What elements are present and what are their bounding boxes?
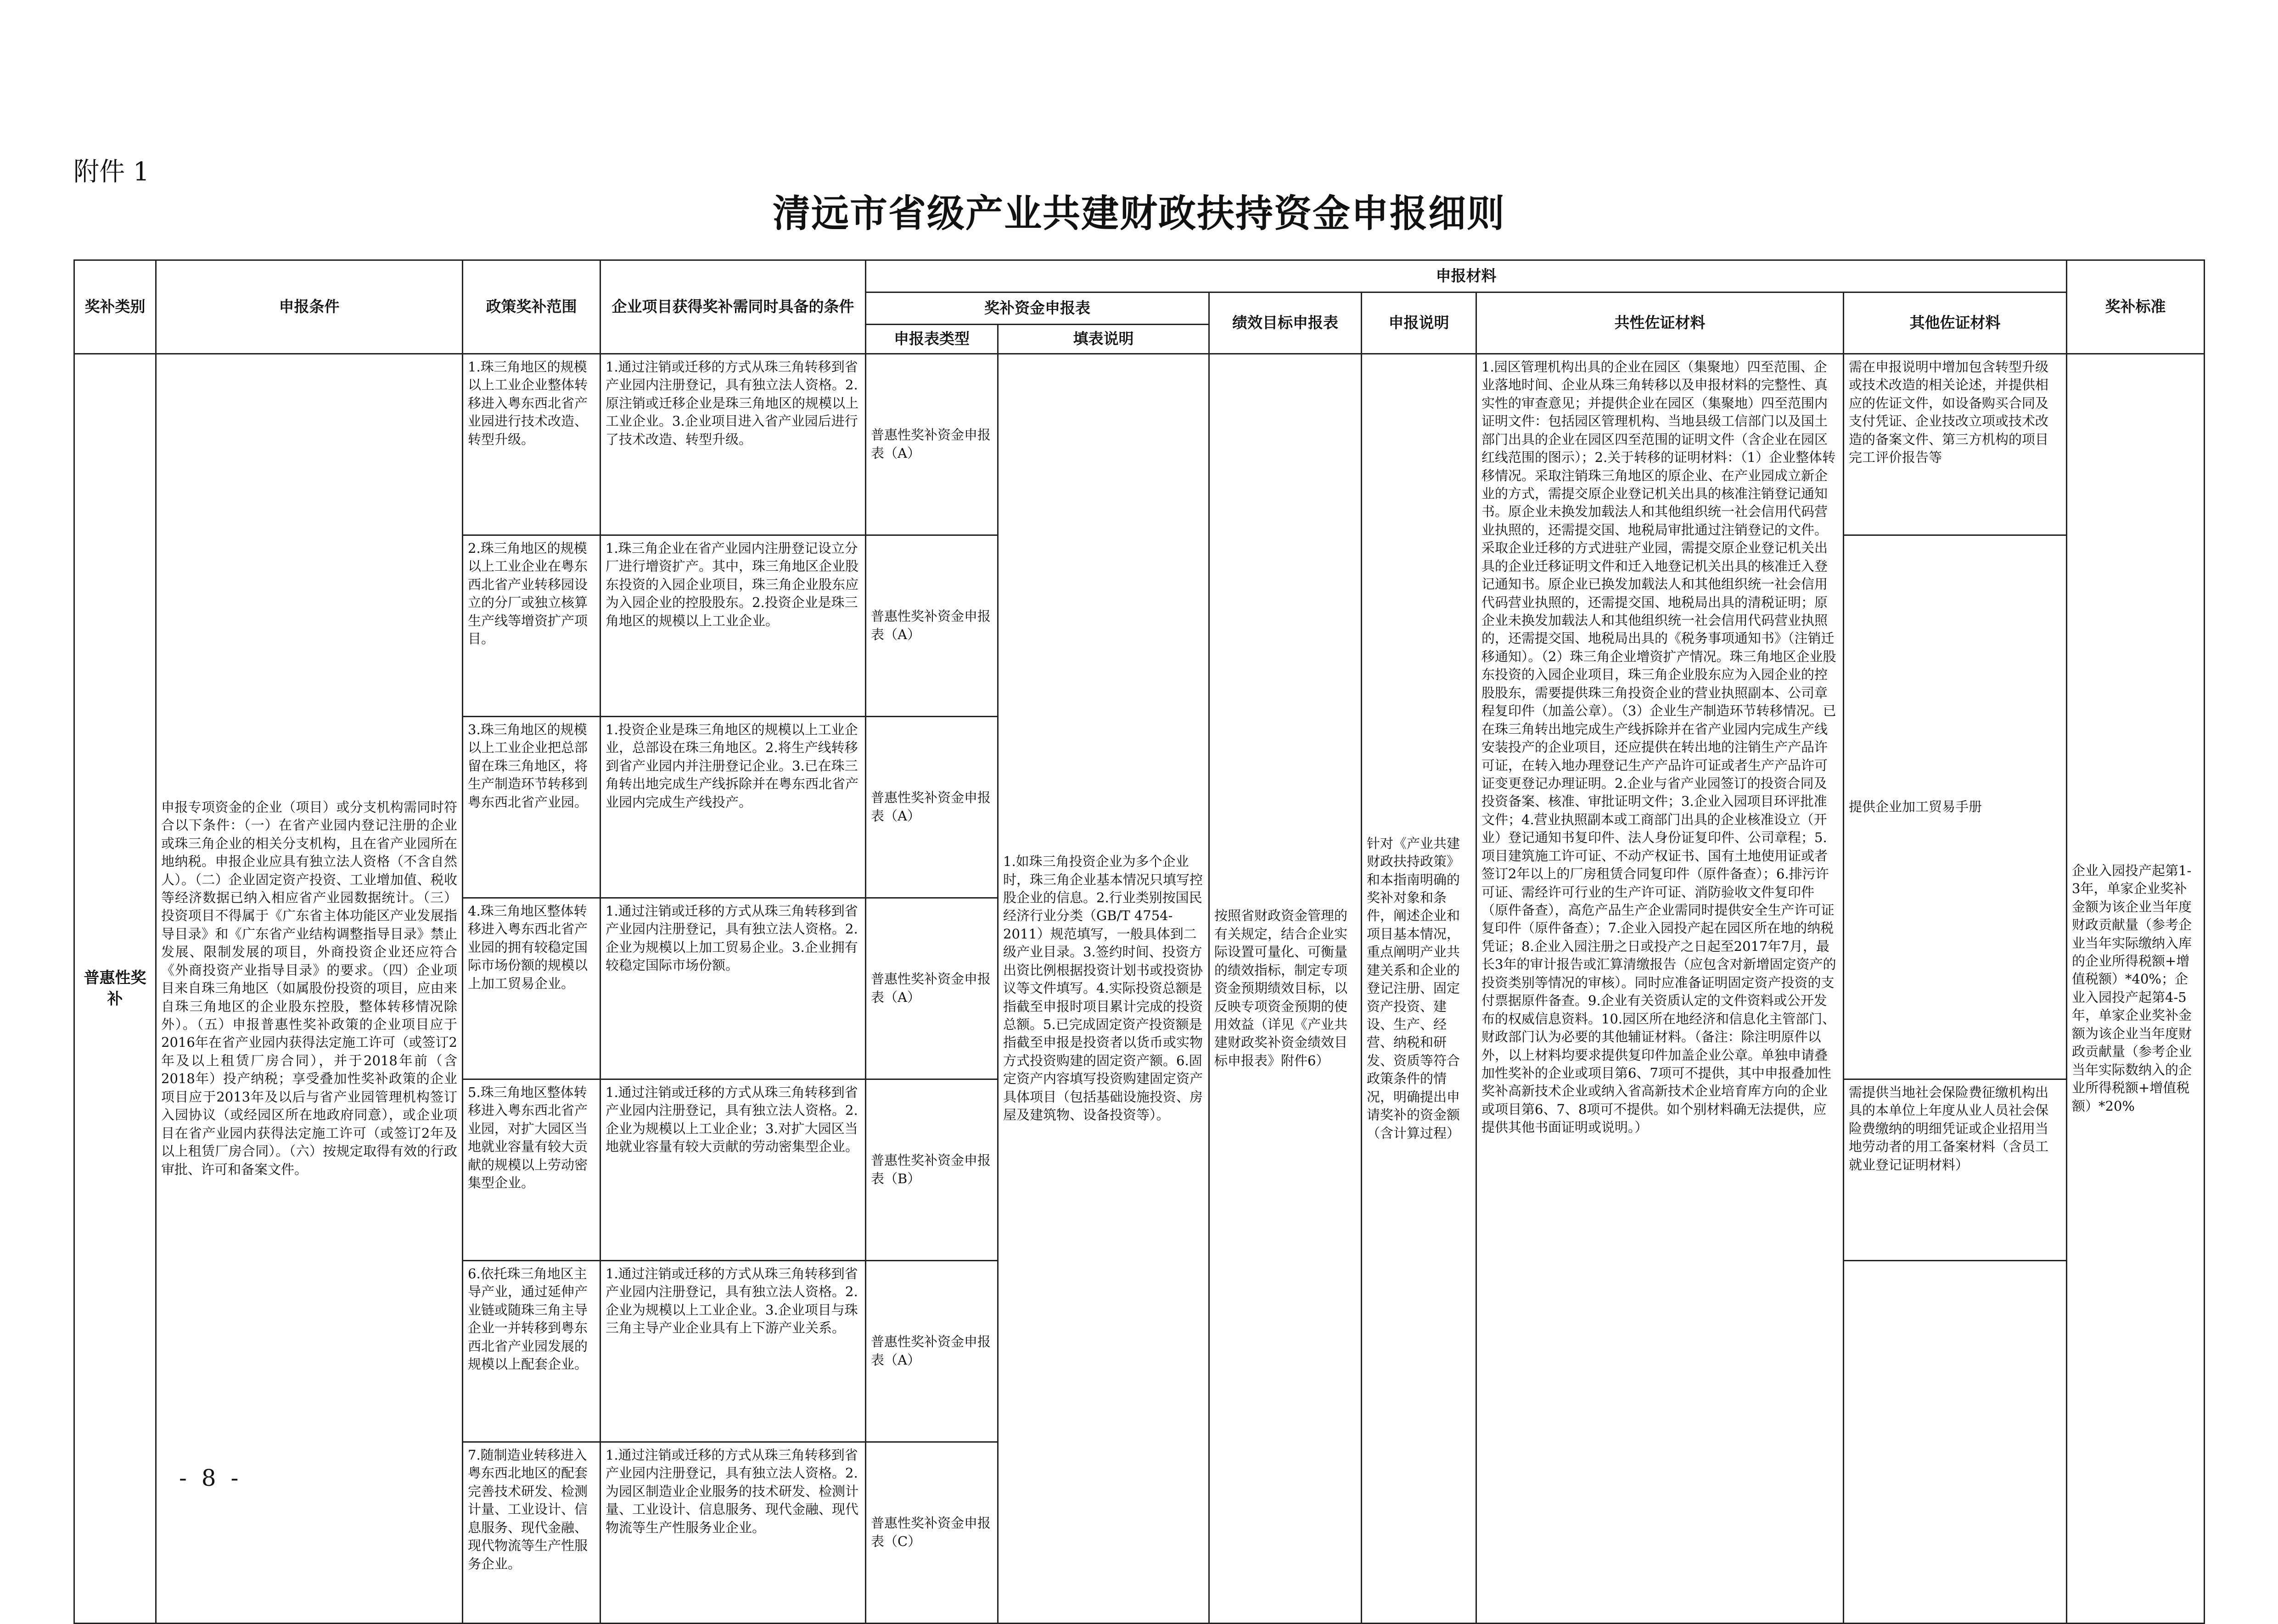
header-scope: 政策奖补范围 [463, 260, 600, 354]
scope-cell: 3.珠三角地区的规模以上工业企业把总部留在珠三角地区，将生产制造环节转移到粤东西北省产业园。 [463, 716, 600, 898]
category-cell: 普惠性奖补 [74, 354, 156, 1623]
header-performance: 绩效目标申报表 [1209, 292, 1362, 354]
requirement-cell: 1.通过注销或迁移的方式从珠三角转移到省产业园内注册登记，具有独立法人资格。2.原注销或迁移企业是珠三角地区的规模以上工业企业。3.企业项目进入省产业园后进行了技术改造、转型升级。 [600, 354, 866, 535]
header-common-docs: 共性佐证材料 [1476, 292, 1844, 354]
other-docs-cell: 需在申报说明中增加包含转型升级或技术改造的相关论述，并提供相应的佐证文件，如设备购买合同及支付凭证、企业技改立项或技术改造的备案文件、第三方机构的项目完工评价报告等 [1844, 354, 2067, 535]
header-fund-form: 奖补资金申报表 [866, 292, 1209, 325]
scope-cell: 7.随制造业转移进入粤东西北地区的配套完善技术研发、检测计量、工业设计、信息服务、现代金融、现代物流等生产性服务企业。 [463, 1442, 600, 1623]
form-notes-cell: 1.如珠三角投资企业为多个企业时，珠三角企业基本情况只填写控股企业的信息。2.行业类别按国民经济行业分类（GB/T 4754-2011）规范填写，一般具体到二级产业目录。3.签约时间、投资方出资比例根据投资计划书或投资协议等文件填写。4.实际投资总额是指截至申报时项目累计完成的投资总额。5.已完成固定资产投资额是指截至申报是投资者以货币或实物方式投资购建的固定资产额。6.固定资产内容填写投资购建固定资产具体项目（包括基础设施投资、房屋及建筑物、设备投资等）。 [998, 354, 1209, 1623]
requirement-cell: 1.珠三角企业在省产业园内注册登记设立分厂进行增资扩产。其中，珠三角地区企业股东投资的入园企业项目，珠三角企业股东应为入园企业的控股股东。2.投资企业是珠三角地区的规模以上工业企业。 [600, 535, 866, 716]
header-form-notes: 填表说明 [998, 325, 1209, 354]
form-type-cell: 普惠性奖补资金申报表（C） [866, 1442, 998, 1623]
form-type-cell: 普惠性奖补资金申报表（A） [866, 716, 998, 898]
requirement-cell: 1.通过注销或迁移的方式从珠三角转移到省产业园内注册登记，具有独立法人资格。2.企业为规模以上工业企业。3.企业项目与珠三角主导产业企业具有上下游产业关系。 [600, 1260, 866, 1442]
form-type-cell: 普惠性奖补资金申报表（B） [866, 1079, 998, 1260]
header-requirements: 企业项目获得奖补需同时具备的条件 [600, 260, 866, 354]
funding-rules-table [73, 259, 2205, 1624]
page-number: - 8 - [179, 1465, 242, 1491]
declaration-cell: 针对《产业共建财政扶持政策》和本指南明确的奖补对象和条件，阐述企业和项目基本情况，重点阐明产业共建关系和企业的登记注册、固定资产投资、建设、生产、经营、纳税和研发、资质等符合政策条件的情况，明确提出申请奖补的资金额（含计算过程） [1362, 354, 1476, 1623]
requirement-cell: 1.通过注销或迁移的方式从珠三角转移到省产业园内注册登记，具有独立法人资格。2.为园区制造业企业服务的技术研发、检测计量、工业设计、信息服务、现代金融、现代物流等生产性服务业企业。 [600, 1442, 866, 1623]
document-title: 清远市省级产业共建财政扶持资金申报细则 [772, 191, 1505, 236]
header-category: 奖补类别 [74, 260, 156, 354]
scope-cell: 2.珠三角地区的规模以上工业企业在粤东西北省产业转移园设立的分厂或独立核算生产线等增资扩产项目。 [463, 535, 600, 716]
attachment-label: 附件 1 [73, 157, 150, 187]
form-type-cell: 普惠性奖补资金申报表（A） [866, 1260, 998, 1442]
other-docs-cell: 提供企业加工贸易手册 [1844, 535, 2067, 1079]
header-standard: 奖补标准 [2067, 260, 2205, 354]
scope-cell: 6.依托珠三角地区主导产业，通过延伸产业链或随珠三角主导企业一并转移到粤东西北省产业园发展的规模以上配套企业。 [463, 1260, 600, 1442]
table-row [74, 354, 2205, 535]
requirement-cell: 1.投资企业是珠三角地区的规模以上工业企业，总部设在珠三角地区。2.将生产线转移到省产业园内并注册登记企业。3.已在珠三角转出地完成生产线拆除并在粤东西北省产业园内完成生产线投产。 [600, 716, 866, 898]
scope-cell: 5.珠三角地区整体转移进入粤东西北省产业园，对扩大园区当地就业容量有较大贡献的规模以上劳动密集型企业。 [463, 1079, 600, 1260]
form-type-cell: 普惠性奖补资金申报表（A） [866, 898, 998, 1079]
common-docs-cell: 1.园区管理机构出具的企业在园区（集聚地）四至范围、企业落地时间、企业从珠三角转移以及申报材料的完整性、真实性的审查意见；并提供企业在园区（集聚地）四至范围内证明文件：包括园区管理机构、当地县级工信部门以及国土部门出具的企业在园区四至范围的证明文件（含企业在园区红线范围的图示）；2.关于转移的证明材料：（1）企业整体转移情况。采取注销珠三角地区的原企业、在产业园成立新企业的方式，需提交原企业登记机关出具的核准注销登记通知书。原企业未换发加载法人和其他组织统一社会信用代码营业执照的，还需提交国、地税局审批通过注销登记的文件。采取企业迁移的方式进驻产业园，需提交原企业登记机关出具的企业迁移证明文件和迁入地登记机关出具的核准迁入登记通知书。原企业已换发加载法人和其他组织统一社会信用代码营业执照的，还需提交国、地税局出具的清税证明；原企业未换发加载法人和其他组织统一社会信用代码营业执照的，还需提交国、地税局出具的《税务事项通知书》（注销迁移通知）。（2）珠三角企业增资扩产情况。珠三角地区企业股东投资的入园企业项目，珠三角企业股东应为入园企业的控股股东，需要提供珠三角投资企业的营业执照副本、公司章程复印件（加盖公章）。（3）企业生产制造环节转移情况。已在珠三角转出地完成生产线拆除并在省产业园内完成生产线安装投产的企业项目，还应提供在转出地的注销生产产品许可证，在转入地办理登记生产产品许可证或者生产产品许可证变更登记办理证明。2.企业与省产业园签订的投资合同及投资备案、核准、审批证明文件；3.企业入园项目环评批准文件；4.营业执照副本或工商部门出具的企业核准设立（开业）登记通知书复印件、法人身份证复印件、公司章程；5.项目建筑施工许可证、不动产权证书、国有土地使用证或者签订2年以上的厂房租赁合同复印件（原件备查）；6.排污许可证、需经许可行业的生产许可证、消防验收文件复印件（原件备查），高危产品生产企业需同时提供安全生产许可证复印件（原件备查）；7.企业入园投产起在园区所在地的纳税凭证；8.企业入园注册之日或投产之日起至2017年7月，最长3年的审计报告或汇算清缴报告（应包含对新增固定资产的投资类别等情况的审核）。同时应准备证明固定资产投资的支付票据原件备查。9.企业有关资质认定的文件资料或公开发布的权威信息资料。10.园区所在地经济和信息化主管部门、财政部门认为必要的其他辅证材料。（备注：除注明原件以外，以上材料均要求提供复印件加盖企业公章。单独申请叠加性奖补的企业或项目第6、7项可不提供，其中申报叠加性奖补高新技术企业或纳入省高新技术企业培育库方向的企业或项目第6、7、8项可不提供。如个别材料确无法提供，应提供其他书面证明或说明。） [1476, 354, 1844, 1623]
header-materials: 申报材料 [866, 260, 2067, 292]
standard-cell: 企业入园投产起第1-3年，单家企业奖补金额为该企业当年度财政贡献量（参考企业当年实际缴纳入库的企业所得税额+增值税额）*40%；企业入园投产起第4-5年，单家企业奖补金额为该企业当年度财政贡献量（参考企业当年实际数纳入的企业所得税额+增值税额）*20% [2067, 354, 2205, 1623]
other-docs-cell: 需提供当地社会保险费征缴机构出具的本单位上年度从业人员社会保险费缴纳的明细凭证或企业招用当地劳动者的用工备案材料（含员工就业登记证明材料） [1844, 1079, 2067, 1260]
form-type-cell: 普惠性奖补资金申报表（A） [866, 535, 998, 716]
performance-cell: 按照省财政资金管理的有关规定，结合企业实际设置可量化、可衡量的绩效指标，制定专项资金预期绩效目标，以反映专项资金预期的使用效益（详见《产业共建财政奖补资金绩效目标申报表》附件6） [1209, 354, 1362, 1623]
header-form-type: 申报表类型 [866, 325, 998, 354]
requirement-cell: 1.通过注销或迁移的方式从珠三角转移到省产业园内注册登记，具有独立法人资格。2.企业为规模以上工业企业；3.对扩大园区当地就业容量有较大贡献的劳动密集型企业。 [600, 1079, 866, 1260]
other-docs-cell [1844, 1260, 2067, 1623]
requirement-cell: 1.通过注销或迁移的方式从珠三角转移到省产业园内注册登记，具有独立法人资格。2.企业为规模以上加工贸易企业。3.企业拥有较稳定国际市场份额。 [600, 898, 866, 1079]
form-type-cell: 普惠性奖补资金申报表（A） [866, 354, 998, 535]
conditions-cell: 申报专项资金的企业（项目）或分支机构需同时符合以下条件：（一）在省产业园内登记注册的企业或珠三角企业的相关分支机构，且在省产业园所在地纳税。申报企业应具有独立法人资格（不含自然人）。（二）企业固定资产投资、工业增加值、税收等经济数据已纳入相应省产业园数据统计。（三）投资项目不得属于《广东省主体功能区产业发展指导目录》和《广东省产业结构调整指导目录》禁止发展、限制发展的项目，外商投资企业还应符合《外商投资产业指导目录》的要求。（四）企业项目来自珠三角地区（如属股份投资的项目，应由来自珠三角地区的企业股东控股，整体转移情况除外）。（五）申报普惠性奖补政策的企业项目应于2016年在省产业园内获得法定施工许可（或签订2年及以上租赁厂房合同），并于2018年前（含2018年）投产纳税；享受叠加性奖补政策的企业项目应于2013年及以后与省产业园管理机构签订入园协议（或经园区所在地政府同意），或企业项目在省产业园内获得法定施工许可（或签订2年及以上租赁厂房合同）。（六）按规定取得有效的行政审批、许可和备案文件。 [156, 354, 463, 1623]
header-declaration: 申报说明 [1362, 292, 1476, 354]
header-other-docs: 其他佐证材料 [1844, 292, 2067, 354]
header-conditions: 申报条件 [156, 260, 463, 354]
scope-cell: 1.珠三角地区的规模以上工业企业整体转移进入粤东西北省产业园进行技术改造、转型升级。 [463, 354, 600, 535]
scope-cell: 4.珠三角地区整体转移进入粤东西北省产业园的拥有较稳定国际市场份额的规模以上加工贸易企业。 [463, 898, 600, 1079]
